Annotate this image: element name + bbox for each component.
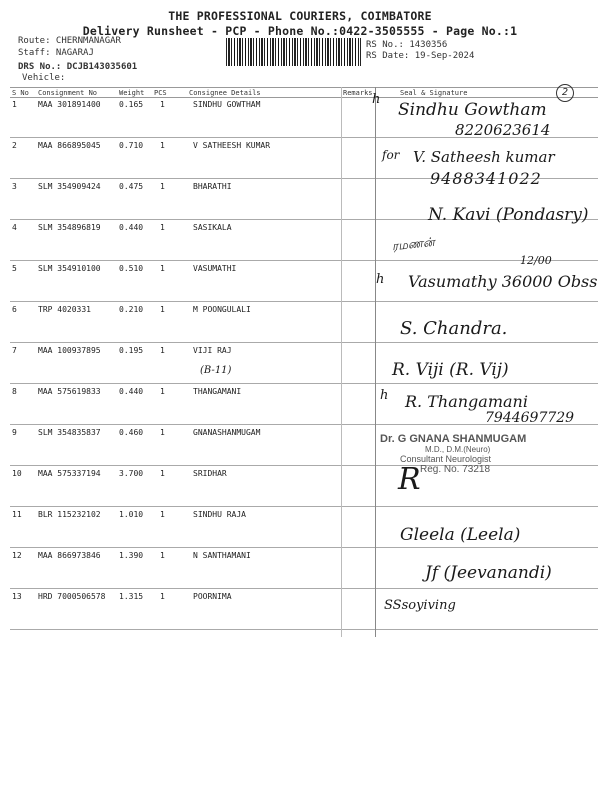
row-divider — [10, 547, 598, 548]
consignment-cell: MAA 100937895 — [38, 346, 101, 355]
sno-cell: 8 — [12, 387, 17, 396]
consignee-cell: SASIKALA — [193, 223, 232, 232]
weight-cell: 1.010 — [119, 510, 144, 519]
signature-row1-prefix: h — [372, 92, 381, 107]
sno-cell: 12 — [12, 551, 22, 560]
signature-row12: Jf (Jeevanandi) — [425, 563, 552, 583]
stamp-name: Dr. G GNANA SHANMUGAM — [380, 433, 527, 445]
drs-number: DRS No.: DCJB143035601 — [18, 62, 138, 72]
weight-cell: 0.510 — [119, 264, 144, 273]
pcs-cell: 1 — [160, 428, 165, 437]
pcs-cell: 1 — [160, 592, 165, 601]
table-top-rule — [10, 87, 598, 88]
runsheet-subtitle: Delivery Runsheet - PCP - Phone No.:0422-3505555 - Page No.:1 — [82, 24, 518, 38]
consignment-cell: MAA 301891400 — [38, 100, 101, 109]
sno-cell: 4 — [12, 223, 17, 232]
consignment-cell: SLM 354909424 — [38, 182, 101, 191]
sno-cell: 13 — [12, 592, 22, 601]
stamp-degree: M.D., D.M.(Neuro) — [425, 445, 491, 454]
consignment-cell: SLM 354896819 — [38, 223, 101, 232]
weight-cell: 0.440 — [119, 387, 144, 396]
sno-cell: 9 — [12, 428, 17, 437]
consignee-cell: V SATHEESH KUMAR — [193, 141, 271, 150]
weight-cell: 1.315 — [119, 592, 144, 601]
consignee-cell: SINDHU GOWTHAM — [193, 100, 261, 109]
signature-row7: R. Viji (R. Vij) — [392, 360, 509, 380]
signature-row3: N. Kavi (Pondasry) — [428, 205, 589, 225]
signature-row1-phone: 8220623614 — [455, 121, 551, 139]
vehicle-label: Vehicle: — [22, 73, 66, 83]
row-divider — [10, 629, 598, 630]
sno-cell: 3 — [12, 182, 17, 191]
signature-row2: V. Satheesh kumar — [413, 148, 555, 166]
signature-row11: Gleela (Leela) — [400, 525, 521, 545]
consignment-cell: BLR 115232102 — [38, 510, 101, 519]
sno-cell: 1 — [12, 100, 17, 109]
col-consignment: Consignment No — [38, 89, 98, 97]
consignment-cell: SLM 354910100 — [38, 264, 101, 273]
remarks-column-line — [341, 87, 342, 637]
page-mark-circle: 2 — [556, 84, 574, 102]
barcode — [226, 38, 361, 66]
signature-row2-phone: 9488341022 — [430, 169, 542, 188]
signature-row6: S. Chandra. — [400, 318, 508, 339]
row7-handwritten-note: (B-11) — [200, 365, 232, 376]
col-pcs: PCS — [154, 89, 167, 97]
pcs-cell: 1 — [160, 510, 165, 519]
weight-cell: 3.700 — [119, 469, 144, 478]
signature-column-line — [375, 87, 376, 637]
consignee-cell: SINDHU RAJA — [193, 510, 246, 519]
consignment-cell: MAA 866895045 — [38, 141, 101, 150]
col-consignee: Consignee Details — [189, 89, 261, 97]
pcs-cell: 1 — [160, 141, 165, 150]
table-header-rule — [10, 97, 598, 98]
pcs-cell: 1 — [160, 346, 165, 355]
row-divider — [10, 260, 598, 261]
consignment-cell: MAA 866973846 — [38, 551, 101, 560]
signature-row10: R — [398, 462, 421, 497]
signature-row8-phone: 7944697729 — [485, 410, 575, 426]
row-divider — [10, 506, 598, 507]
sno-cell: 10 — [12, 469, 22, 478]
signature-row1: Sindhu Gowtham — [398, 100, 547, 120]
consignment-cell: MAA 575337194 — [38, 469, 101, 478]
col-sno: S No — [12, 89, 29, 97]
col-signature: Seal & Signature — [400, 89, 468, 97]
rs-number: RS No.: 1430356 — [366, 40, 448, 50]
col-remarks: Remarks — [343, 89, 373, 97]
signature-row4: ரமணன் — [391, 234, 436, 254]
col-weight: Weight — [119, 89, 145, 97]
sno-cell: 7 — [12, 346, 17, 355]
sno-cell: 2 — [12, 141, 17, 150]
consignee-cell: SRIDHAR — [193, 469, 227, 478]
row-divider — [10, 301, 598, 302]
consignee-cell: GNANASHANMUGAM — [193, 428, 261, 437]
signature-row2-prefix: for — [382, 148, 400, 162]
signature-row8: R. Thangamani — [405, 392, 528, 411]
rs-date: RS Date: 19-Sep-2024 — [366, 51, 475, 61]
pcs-cell: 1 — [160, 387, 165, 396]
signature-row5: Vasumathy 36000 Obss — [408, 272, 598, 291]
weight-cell: 0.195 — [119, 346, 144, 355]
stamp-title: Consultant Neurologist — [400, 454, 492, 464]
route-label: Route: CHERNMANAGAR — [18, 36, 121, 46]
consignee-cell: M POONGULALI — [193, 305, 251, 314]
company-title: THE PROFESSIONAL COURIERS, COIMBATORE — [168, 9, 432, 23]
sno-cell: 6 — [12, 305, 17, 314]
weight-cell: 0.440 — [119, 223, 144, 232]
pcs-cell: 1 — [160, 182, 165, 191]
pcs-cell: 1 — [160, 469, 165, 478]
consignment-cell: MAA 575619833 — [38, 387, 101, 396]
weight-cell: 0.165 — [119, 100, 144, 109]
consignee-cell: VASUMATHI — [193, 264, 237, 273]
consignee-cell: VIJI RAJ — [193, 346, 232, 355]
consignment-cell: TRP 4020331 — [38, 305, 91, 314]
weight-cell: 1.390 — [119, 551, 144, 560]
consignee-cell: N SANTHAMANI — [193, 551, 251, 560]
pcs-cell: 1 — [160, 223, 165, 232]
sno-cell: 11 — [12, 510, 22, 519]
stamp-reg: Reg. No. 73218 — [420, 464, 491, 475]
weight-cell: 0.460 — [119, 428, 144, 437]
pcs-cell: 1 — [160, 264, 165, 273]
weight-cell: 0.210 — [119, 305, 144, 314]
row-divider — [10, 342, 598, 343]
sno-cell: 5 — [12, 264, 17, 273]
consignment-cell: SLM 354835837 — [38, 428, 101, 437]
signature-row5-prefix: h — [376, 272, 385, 287]
weight-cell: 0.710 — [119, 141, 144, 150]
pcs-cell: 1 — [160, 100, 165, 109]
row-divider — [10, 588, 598, 589]
signature-row4-note: 12/00 — [520, 254, 552, 267]
consignment-cell: HRD 7000506578 — [38, 592, 106, 601]
pcs-cell: 1 — [160, 305, 165, 314]
consignee-cell: BHARATHI — [193, 182, 232, 191]
pcs-cell: 1 — [160, 551, 165, 560]
signature-row13: SSsoyiving — [384, 598, 456, 613]
row-divider — [10, 383, 598, 384]
consignee-cell: POORNIMA — [193, 592, 232, 601]
weight-cell: 0.475 — [119, 182, 144, 191]
signature-row8-prefix: h — [380, 388, 389, 403]
staff-label: Staff: NAGARAJ — [18, 48, 94, 58]
consignee-cell: THANGAMANI — [193, 387, 242, 396]
